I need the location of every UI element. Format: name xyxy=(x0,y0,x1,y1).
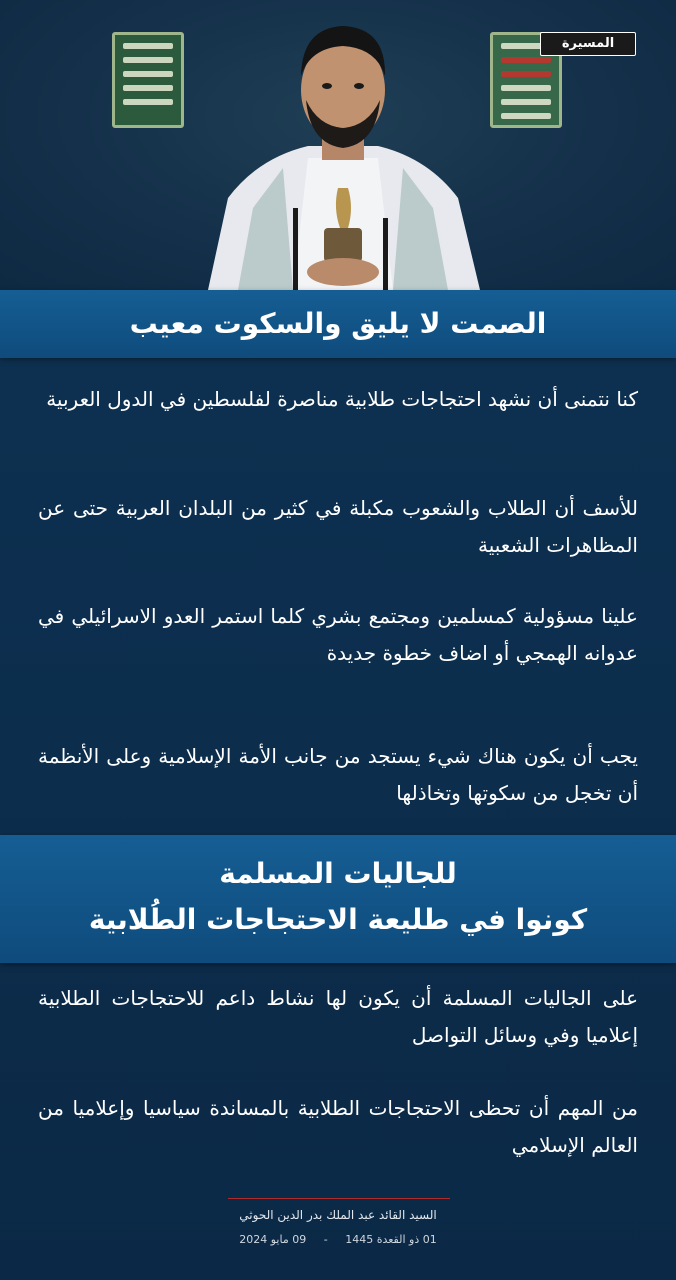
paragraph-5: على الجاليات المسلمة أن يكون لها نشاط داعم للاحتجاجات الطلابية إعلاميا وفي وسائل التواصل xyxy=(38,986,638,1047)
gregorian-date: 09 مايو 2024 xyxy=(239,1233,307,1246)
speaker-portrait xyxy=(198,18,488,290)
headline-1-text: الصمت لا يليق والسكوت معيب xyxy=(129,307,547,340)
hero-photo xyxy=(0,0,676,290)
headline-2-line-1: للجاليات المسلمة xyxy=(219,857,457,890)
paragraph-4: يجب أن يكون هناك شيء يستجد من جانب الأمة الإسلامية وعلى الأنظمة أن تخجل من سكوتها وتخاذلها xyxy=(38,744,638,805)
headline-2-line-2: كونوا في طليعة الاحتجاجات الطُلابية xyxy=(88,903,588,936)
wall-poster-left xyxy=(112,32,184,128)
headline-banner-2 xyxy=(0,835,676,963)
date-separator: - xyxy=(323,1233,328,1246)
dateline xyxy=(0,1233,676,1246)
speaker-credit: السيد القائد عبد الملك بدر الدين الحوثي xyxy=(239,1208,437,1222)
paragraph-2: للأسف أن الطلاب والشعوب مكبلة في كثير من البلدان العربية حتى عن المظاهرات الشعبية xyxy=(38,496,638,557)
paragraph-6: من المهم أن تحظى الاحتجاجات الطلابية بالمساندة سياسيا وإعلاميا من العالم الإسلامي xyxy=(38,1096,638,1157)
hijri-date: 01 ذو القعدة 1445 xyxy=(345,1233,437,1246)
brand-logo-text: المسيرة xyxy=(561,36,615,51)
brand-logo xyxy=(540,32,636,56)
footer-divider xyxy=(228,1198,450,1199)
paragraph-1: كنا نتمنى أن نشهد احتجاجات طلابية مناصرة لفلسطين في الدول العربية xyxy=(46,387,638,411)
paragraph-3: علينا مسؤولية كمسلمين ومجتمع بشري كلما استمر العدو الاسرائيلي في عدوانه الهمجي أو اضاف خطوة جديدة xyxy=(38,604,638,665)
headline-banner-1 xyxy=(0,290,676,358)
